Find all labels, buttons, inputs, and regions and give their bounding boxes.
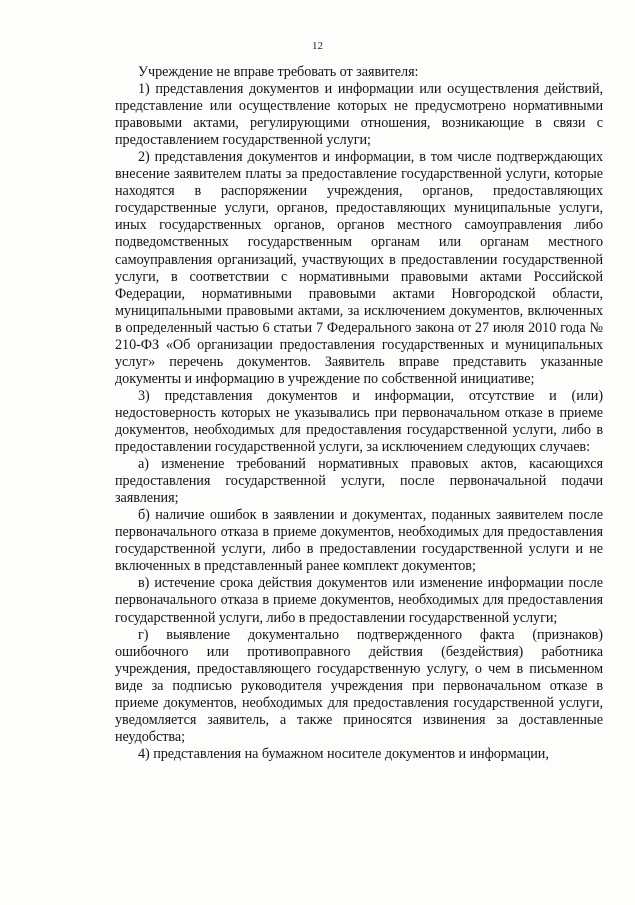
paragraph-item-1: 1) представления документов и информации или осуществления действий, представление или осуществление которых не предусмотрено нормативными правовыми актами, регулирующими отношения, возникающие в связи с предоставлением государственной услуги; bbox=[115, 81, 603, 149]
page-number: 12 bbox=[312, 40, 323, 52]
paragraph-subitem-g: г) выявление документально подтвержденного факта (признаков) ошибочного или противоправного действия (бездействия) работника учреждения, предоставляющего государственную услугу, о чем в письменном виде за подписью руководителя учреждения при первоначальном отказе в приеме документов, необходимых для предоставления государственной услуги, уведомляется заявитель, а также приносятся извинения за доставленные неудобства; bbox=[115, 626, 603, 745]
paragraph-item-3: 3) представления документов и информации, отсутствие и (или) недостоверность которых не указывались при первоначальном отказе в приеме документов, необходимых для предоставления государственной услуги, либо в предоставлении государственной услуги, за исключением следующих случаев: bbox=[115, 387, 603, 456]
paragraph-intro: Учреждение не вправе требовать от заявителя: bbox=[138, 64, 419, 80]
paragraph-subitem-b: б) наличие ошибок в заявлении и документах, поданных заявителем после первоначального отказа в приеме документов, необходимых для предоставления государственной услуги, либо в предоставлении государственной услуги и не включенных в представленный ранее комплект документов; bbox=[115, 507, 603, 575]
paragraph-item-4: 4) представления на бумажном носителе документов и информации, bbox=[138, 745, 549, 762]
paragraph-item-2: 2) представления документов и информации, в том числе подтверждающих внесение заявителем платы за предоставление государственной услуги, которые находятся в распоряжении учреждения, органов, предоставляющих государственные услуги, органов, предоставляющих муниципальные услуги, иных государственных органов, органов местного самоуправления либо подведомственных государственным органам или органам местного самоуправления организаций, участвующих в предоставлении государственной услуги, в соответствии с нормативными правовыми актами Российской Федерации, нормативными правовыми актами Новгородской области, муниципальными правовыми актами, за исключением документов, включенных в определенный частью 6 статьи 7 Федерального закона от 27 июля 2010 года № 210-ФЗ «Об организации предоставления государственных и муниципальных услуг» перечень документов. Заявитель вправе представить указанные документы и информацию в учреждение по собственной инициативе; bbox=[115, 149, 603, 387]
paragraph-subitem-v: в) истечение срока действия документов или изменение информации после первоначального отказа в приеме документов, необходимых для предоставления государственной услуги, либо в предоставлении государственной услуги; bbox=[115, 575, 603, 626]
document-body bbox=[115, 64, 603, 763]
paragraph-subitem-a: а) изменение требований нормативных правовых актов, касающихся предоставления государственной услуги, после первоначальной подачи заявления; bbox=[115, 456, 603, 507]
